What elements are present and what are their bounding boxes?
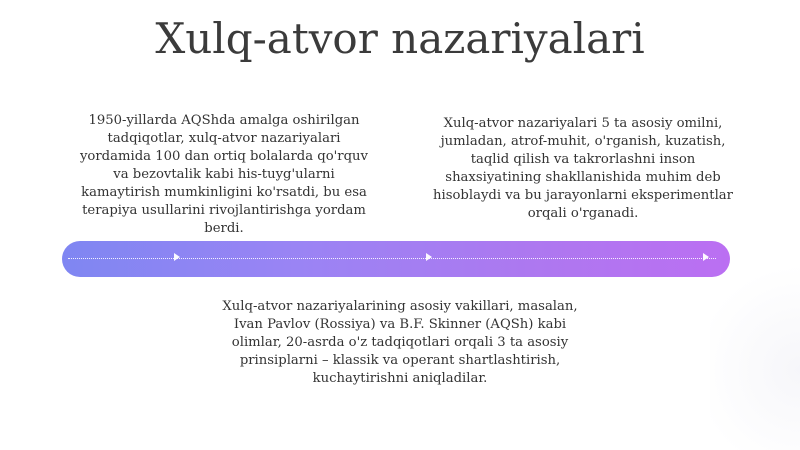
text-block-bottom: Xulq-atvor nazariyalarining asosiy vakillari, masalan, Ivan Pavlov (Rossiya) va B.F. Skinner (AQSh) kabi olimlar, 20-asrda o'z tadqiqotlari orqali 3 ta asosiy prinsiplarni – klassik va operant shartlashtirish, kuchaytirishni aniqladilar. <box>222 299 578 386</box>
text-block-left: 1950-yillarda AQShda amalga oshirilgan tadqiqotlar, xulq-atvor nazariyalari yordamida 100 dan ortiq bolalarda qo'rquv va bezovtalik kabi his-tuyg'ularni kamaytirish mumkinligini ko'rsatdi, bu esa terapiya usullarini rivojlantirishga yordam berdi. <box>79 113 368 236</box>
slide-title: Xulq-atvor nazariyalari <box>155 14 645 63</box>
timeline-arrow-icon <box>703 253 709 261</box>
decorative-fade <box>710 250 800 450</box>
timeline-arrow-icon <box>174 253 180 261</box>
text-block-right: Xulq-atvor nazariyalari 5 ta asosiy omilni, jumladan, atrof-muhit, o'rganish, kuzatish, taqlid qilish va takrorlashni inson shaxsiyatining shakllanishida muhim deb hisoblaydi va bu jarayonlarni eksperimentlar orqali o'rganadi. <box>433 116 733 221</box>
timeline-dotted-line <box>68 258 716 259</box>
timeline-arrow-icon <box>426 253 432 261</box>
timeline-bar <box>62 241 730 277</box>
